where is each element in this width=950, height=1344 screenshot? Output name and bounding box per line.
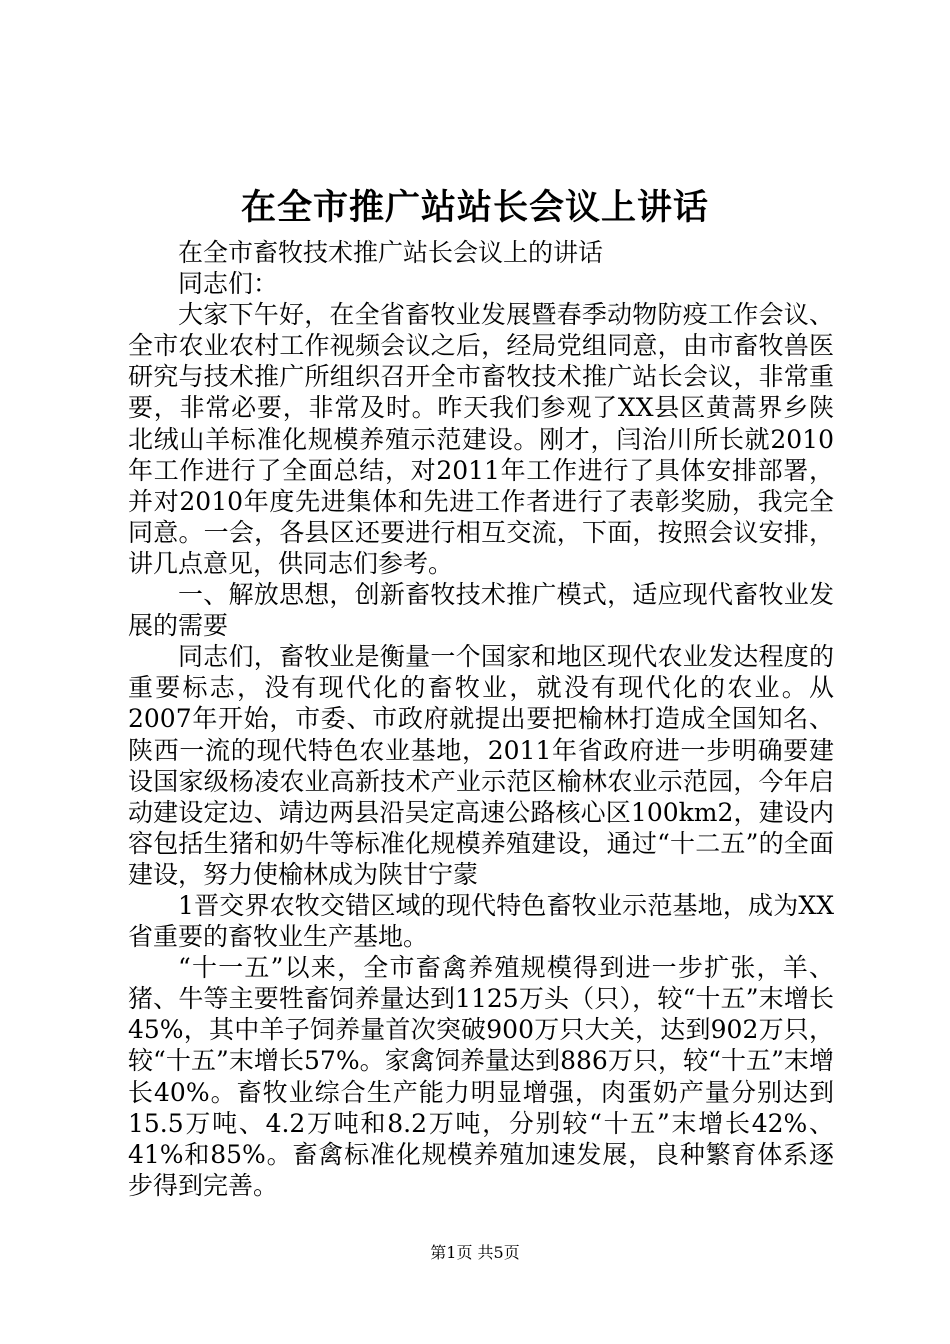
document-body — [128, 237, 834, 1201]
paragraph-salutation: 同志们： — [178, 269, 279, 299]
paragraph-section-1-continued: 1晋交界农牧交错区域的现代特色畜牧业示范基地，成为XX省重要的畜牧业生产基地。 — [128, 890, 834, 952]
page-footer: 第1页 共5页 — [430, 1243, 520, 1262]
paragraph-opening: 大家下午好，在全省畜牧业发展暨春季动物防疫工作会议、全市农业农村工作视频会议之后，经局党组同意，由市畜牧兽医研究与技术推广所组织召开全市畜牧技术推广站长会议，非常重要，非常必要，非常及时。昨天我们参观了XX县区黄蒿界乡陕北绒山羊标准化规模养殖示范建设。刚才，闫治川所长就2010年工作进行了全面总结，对2011年工作进行了具体安排部署，并对2010年度先进集体和先进工作者进行了表彰奖励，我完全同意。一会，各县区还要进行相互交流，下面，按照会议安排，讲几点意见，供同志们参考。 — [128, 300, 834, 578]
paragraph-subtitle: 在全市畜牧技术推广站长会议上的讲话 — [178, 238, 604, 267]
paragraph-statistics: “十一五”以来，全市畜禽养殖规模得到进一步扩张，羊、猪、牛等主要牲畜饲养量达到1125万头（只），较“十五”末增长45%，其中羊子饲养量首次突破900万只大关，达到902万只，较“十五”末增长57%。家禽饲养量达到886万只，较“十五”末增长40%。畜牧业综合生产能力明显增强，肉蛋奶产量分别达到15.5万吨、4.2万吨和8.2万吨，分别较“十五”末增长42%、41%和85%。畜禽标准化规模养殖加速发展，良种繁育体系逐步得到完善。 — [128, 953, 834, 1200]
document-title: 在全市推广站站长会议上讲话 — [240, 187, 709, 228]
paragraph-section-1-intro: 同志们，畜牧业是衡量一个国家和地区现代农业发达程度的重要标志，没有现代化的畜牧业，就没有现代化的农业。从2007年开始，市委、市政府就提出要把榆林打造成全国知名、陕西一流的现代特色农业基地，2011年省政府进一步明确要建设国家级杨凌农业高新技术产业示范区榆林农业示范园，今年启动建设定边、靖边两县沿吴定高速公路核心区100km2，建设内容包括生猪和奶牛等标准化规模养殖建设，通过“十二五”的全面建设，努力使榆林成为陕甘宁蒙 — [128, 642, 834, 889]
section-heading-1: 一、解放思想，创新畜牧技术推广模式，适应现代畜牧业发展的需要 — [128, 580, 834, 641]
